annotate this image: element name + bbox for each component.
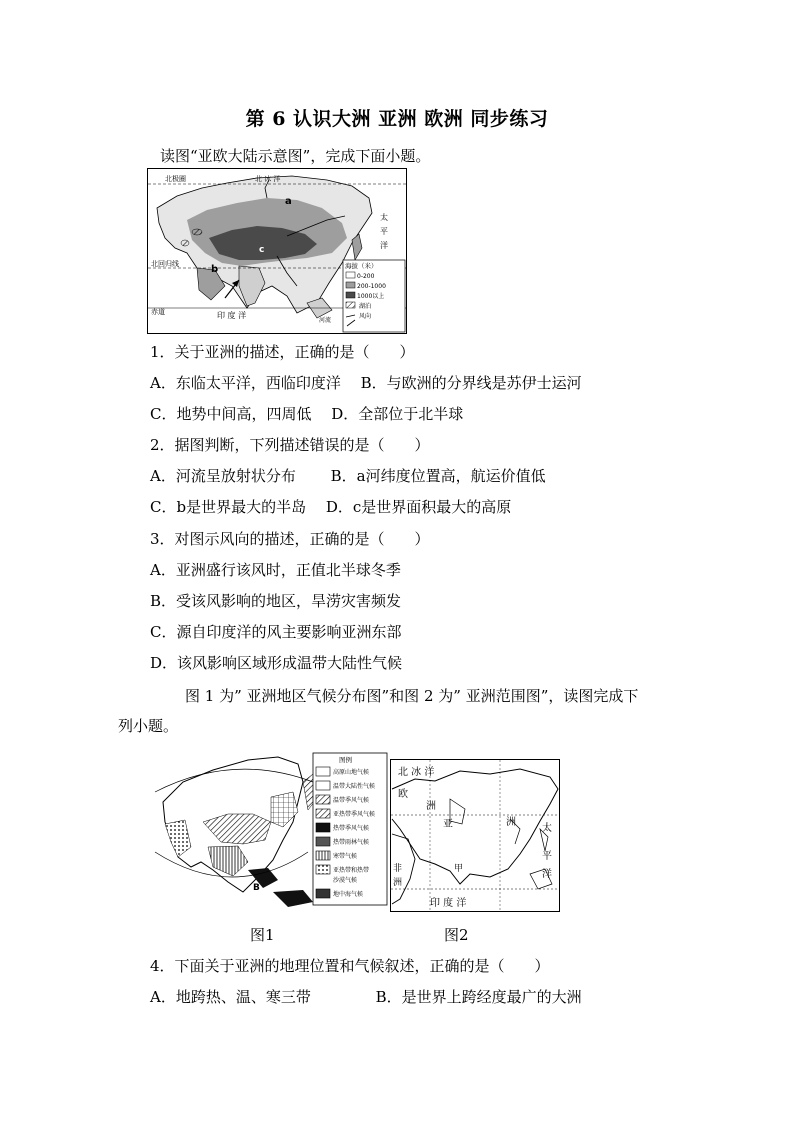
intro-text-1: 读图“亚欧大陆示意图”，完成下面小题。 [160, 147, 431, 165]
q4-options-ab: A．地跨热、温、寒三带 B．是世界上跨经度最广的大洲 [150, 988, 582, 1006]
fig1-label-b: B [253, 883, 260, 893]
q3-option-b: B．受该风影响的地区，旱涝灾害频发 [150, 592, 402, 610]
legend-title: 海拔（米） [345, 262, 378, 270]
fig2-label-europe-2: 洲 [426, 801, 436, 812]
q4-stem: 4．下面关于亚洲的地理位置和气候叙述，正确的是（ ） [150, 957, 550, 975]
fig2-label-jia: 甲 [454, 864, 464, 874]
asia-range-map [390, 759, 560, 912]
fig2-label-europe-1: 欧 [398, 789, 408, 800]
fig2-label-indian: 印 度 洋 [430, 898, 467, 909]
fig2-caption: 图2 [444, 926, 469, 944]
fig1-legend-item-8: 沙漠气候 [333, 877, 358, 884]
fig1-legend-swatch-3 [316, 809, 330, 818]
fig1-caption: 图1 [250, 926, 275, 944]
q3-option-c: C．源自印度洋的风主要影响亚洲东部 [150, 623, 402, 641]
fig1-legend-item-4: 热带季风气候 [333, 825, 370, 832]
label-arctic-ocean: 北 冰 洋 [255, 175, 281, 183]
label-a: a [285, 196, 292, 207]
q2-options-cd: C．b是世界最大的半岛 D．c是世界面积最大的高原 [150, 498, 512, 516]
intro-text-2-line2: 列小题。 [118, 717, 179, 735]
label-pacific-3: 洋 [380, 241, 388, 250]
label-equator: 赤道 [151, 308, 165, 316]
legend-item-1: 200-1000 [357, 283, 386, 290]
fig1-legend-item-1: 温带大陆性气候 [333, 783, 376, 790]
label-indian-ocean: 印 度 洋 [217, 311, 247, 320]
fig1-legend-swatch-1 [316, 781, 330, 790]
fig1-legend-swatch-2 [316, 795, 330, 804]
intro-text-2-line1: 图 1 为” 亚洲地区气候分布图”和图 2 为” 亚洲范围图”，读图完成下 [185, 687, 639, 705]
fig1-legend-swatch-0 [316, 767, 330, 776]
fig2-label-africa-2: 洲 [393, 878, 403, 888]
legend-wind: 风向 [359, 313, 372, 320]
label-pacific-2: 平 [380, 227, 388, 236]
fig2-label-pacific-1: 太 [542, 823, 552, 834]
q3-option-a: A．亚洲盛行该风时，正值北半球冬季 [150, 561, 401, 579]
fig1-legend-item-0: 高原山地气候 [333, 769, 370, 776]
fig1-legend-swatch-7 [316, 865, 330, 874]
fig1-legend-swatch-4 [316, 823, 330, 832]
fig2-label-africa-1: 非 [393, 864, 403, 874]
fig1-legend-item-3: 亚热带季风气候 [333, 811, 376, 818]
q2-options-ab: A．河流呈放射状分布 B．a河纬度位置高，航运价值低 [150, 467, 546, 485]
fig1-legend-item-9: 地中海气候 [333, 891, 364, 898]
label-pacific-1: 太 [380, 213, 388, 222]
fig1-legend-item-2: 温带季风气候 [333, 797, 370, 804]
q1-options-cd: C．地势中间高，四周低 D．全部位于北半球 [150, 405, 464, 423]
legend-river: 河流 [319, 317, 332, 324]
fig1-legend-swatch-5 [316, 837, 330, 846]
q3-stem: 3．对图示风向的描述，正确的是（ ） [150, 530, 430, 548]
label-tropic: 北回归线 [151, 260, 179, 268]
q1-stem: 1．关于亚洲的描述，正确的是（ ） [150, 343, 415, 361]
label-b: b [211, 264, 219, 275]
page-title: 第 6 认识大洲 亚洲 欧洲 同步练习 [245, 108, 549, 130]
fig2-label-asia-1: 亚 [443, 819, 453, 830]
fig1-legend-swatch-6 [316, 851, 330, 860]
legend-lake: 湖泊 [359, 303, 372, 310]
fig1-legend-swatch-9 [316, 889, 330, 898]
fig2-label-arctic: 北 冰 洋 [398, 767, 435, 778]
legend-item-0: 0-200 [357, 273, 375, 280]
fig1-legend-item-5: 热带雨林气候 [333, 839, 370, 846]
q2-stem: 2．据图判断，下列描述错误的是（ ） [150, 436, 430, 454]
fig1-legend-item-6: 寒带气候 [333, 853, 358, 860]
fig1-legend-item-7: 亚热带和热带 [333, 867, 370, 874]
fig2-label-pacific-2: 平 [542, 851, 552, 862]
legend-item-2: 1000以上 [357, 293, 385, 300]
label-arctic-circle: 北极圈 [165, 175, 186, 183]
fig1-legend-title: 图例 [339, 756, 352, 764]
asia-climate-map [153, 752, 389, 916]
q3-option-d: D．该风影响区域形成温带大陆性气候 [150, 654, 403, 672]
label-c: c [259, 245, 265, 255]
q1-options-ab: A．东临太平洋，西临印度洋 B．与欧洲的分界线是苏伊士运河 [150, 374, 582, 392]
fig2-label-pacific-3: 洋 [542, 869, 552, 880]
eurasia-map [147, 168, 407, 334]
fig2-label-asia-2: 洲 [506, 817, 516, 828]
